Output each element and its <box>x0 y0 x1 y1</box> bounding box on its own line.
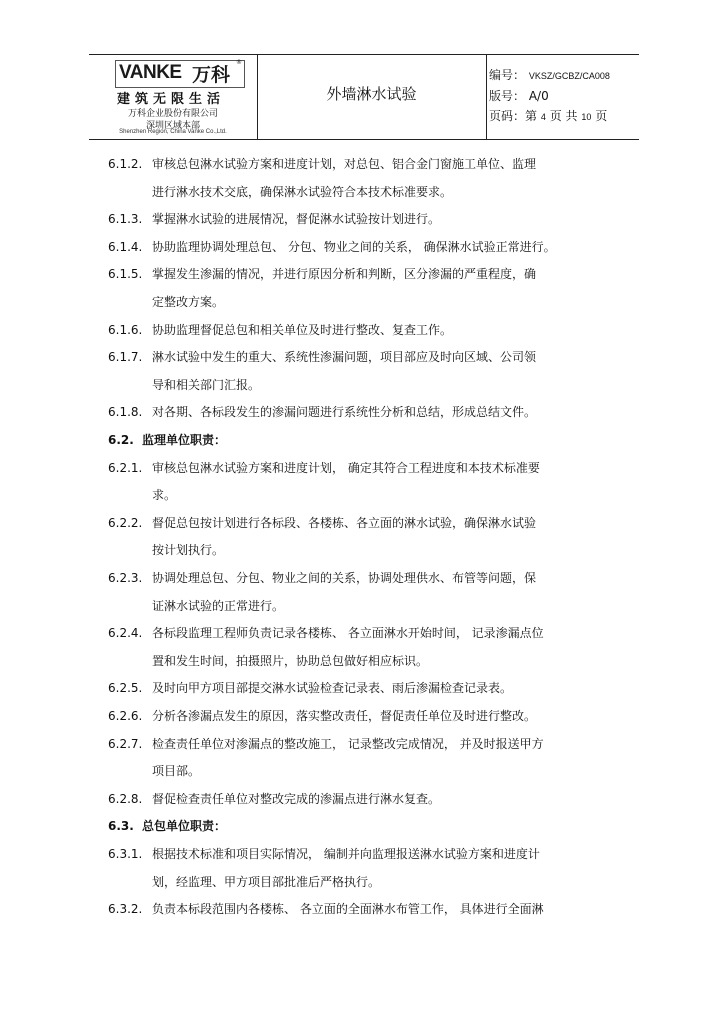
clause-text: 审核总包淋水试验方案和进度计划，对总包、铝合金门窗施工单位、监理 <box>152 157 537 171</box>
document-meta <box>489 65 639 127</box>
page-total: 10 <box>581 112 592 122</box>
clause-text: 掌握发生渗漏的情况，并进行原因分析和判断，区分渗漏的严重程度，确 <box>152 267 537 282</box>
clause-text: 及时向甲方项目部提交淋水试验检查记录表、雨后渗漏检查记录表。 <box>152 681 513 696</box>
registered-mark: ® <box>236 59 242 66</box>
clause-number: 6.2.2. <box>108 515 143 530</box>
code-row <box>489 65 639 86</box>
clause-text: 各标段监理工程师负责记录各楼栋、 各立面淋水开始时间， 记录渗漏点位 <box>152 626 544 641</box>
clause-number: 6.2. <box>108 433 134 447</box>
clause-number: 6.1.4. <box>108 239 143 254</box>
version-label: 版号： <box>489 89 526 103</box>
clause-number: 6.3. <box>108 819 134 834</box>
clause-text: 定整改方案。 <box>152 295 225 309</box>
clause-number: 6.1.3. <box>108 212 143 227</box>
clause-text: 审核总包淋水试验方案和进度计划， 确定其符合工程进度和本技术标准要 <box>152 460 540 475</box>
clause-text: 按计划执行。 <box>152 543 225 558</box>
code-label: 编号： <box>489 68 526 82</box>
page-number: 4 <box>540 112 546 122</box>
clause-text: 划，经监理、甲方项目部批准后严格执行。 <box>152 874 381 889</box>
clause-text: 掌握淋水试验的进展情况，督促淋水试验按计划进行。 <box>152 212 441 227</box>
clause-text: 协助监理协调处理总包、 分包、物业之间的关系， 确保淋水试验正常进行。 <box>152 239 556 254</box>
region-name-en: Shenzhen Region, China Vanke Co.,Ltd. <box>119 129 227 135</box>
clause-number: 6.2.4. <box>108 626 143 641</box>
page-row <box>489 106 639 127</box>
clause-number: 6.2.1. <box>108 460 143 475</box>
region-name: 深圳区域本部 <box>145 121 200 131</box>
brand-slogan: 建筑无限生活 <box>117 92 226 107</box>
brand-mark <box>115 60 245 88</box>
clause-text: 负责本标段范围内各楼栋、 各立面的全面淋水布管工作， 具体进行全面淋 <box>152 902 544 917</box>
clause-number: 6.2.5. <box>108 681 143 696</box>
clause-text: 进行淋水技术交底，确保淋水试验符合本技术标准要求。 <box>152 184 453 199</box>
clause-number: 6.1.2. <box>108 157 143 171</box>
clause-text: 淋水试验中发生的重大、系统性渗漏问题，项目部应及时向区域、公司领 <box>152 350 537 365</box>
clause-number: 6.2.6. <box>108 709 143 723</box>
clause-number: 6.1.7. <box>108 350 143 365</box>
company-name: 万科企业股份有限公司 <box>127 109 218 119</box>
clause-text: 置和发生时间，拍摄照片，协助总包做好相应标识。 <box>152 653 429 668</box>
clause-text: 督促总包按计划进行各标段、各楼栋、各立面的淋水试验，确保淋水试验 <box>152 515 537 530</box>
header-divider <box>486 55 487 139</box>
clause-number: 6.1.8. <box>108 405 143 420</box>
clause-text: 协助监理督促总包和相关单位及时进行整改、复查工作。 <box>152 322 453 337</box>
clause-text: 对各期、各标段发生的渗漏问题进行系统性分析和总结，形成总结文件。 <box>152 405 537 420</box>
clause-text: 证淋水试验的正常进行。 <box>152 598 285 613</box>
company-logo <box>89 55 257 139</box>
clause-text: 项目部。 <box>152 764 201 779</box>
clause-text: 根据技术标准和项目实际情况， 编制并向监理报送淋水试验方案和进度计 <box>152 847 540 861</box>
clause-number: 6.1.5. <box>108 267 143 282</box>
document-title: 外墙淋水试验 <box>326 85 417 103</box>
code-value: VKSZ/GCBZ/CA008 <box>528 71 610 81</box>
clause-number: 6.2.7. <box>108 736 143 751</box>
brand-en: VANKE <box>119 62 182 83</box>
clause-text: 求。 <box>152 488 177 503</box>
clause-number: 6.2.3. <box>108 571 143 585</box>
page-mid: 页 共 <box>549 109 578 123</box>
clause-number: 6.3.2. <box>108 902 143 917</box>
version-value: A/0 <box>528 89 549 103</box>
clause-text: 导和相关部门汇报。 <box>152 377 261 392</box>
page-label: 页码：第 <box>489 109 538 123</box>
clause-text: 分析各渗漏点发生的原因，落实整改责任，督促责任单位及时进行整改。 <box>152 709 537 723</box>
version-row <box>489 86 639 106</box>
clause-text: 监理单位职责： <box>142 433 227 447</box>
clause-text: 协调处理总包、分包、物业之间的关系，协调处理供水、布管等问题，保 <box>152 571 537 585</box>
brand-cn: 万科 <box>192 64 231 86</box>
page-end: 页 <box>595 109 608 123</box>
clause-text: 检查责任单位对渗漏点的整改施工， 记录整改完成情况， 并及时报送甲方 <box>152 736 544 751</box>
document-header <box>89 54 639 140</box>
clause-number: 6.1.6. <box>108 322 143 337</box>
clause-text: 总包单位职责： <box>142 819 227 834</box>
clause-text: 督促检查责任单位对整改完成的渗漏点进行淋水复查。 <box>152 791 441 806</box>
clause-number: 6.3.1. <box>108 847 143 861</box>
clause-number: 6.2.8. <box>108 791 143 806</box>
